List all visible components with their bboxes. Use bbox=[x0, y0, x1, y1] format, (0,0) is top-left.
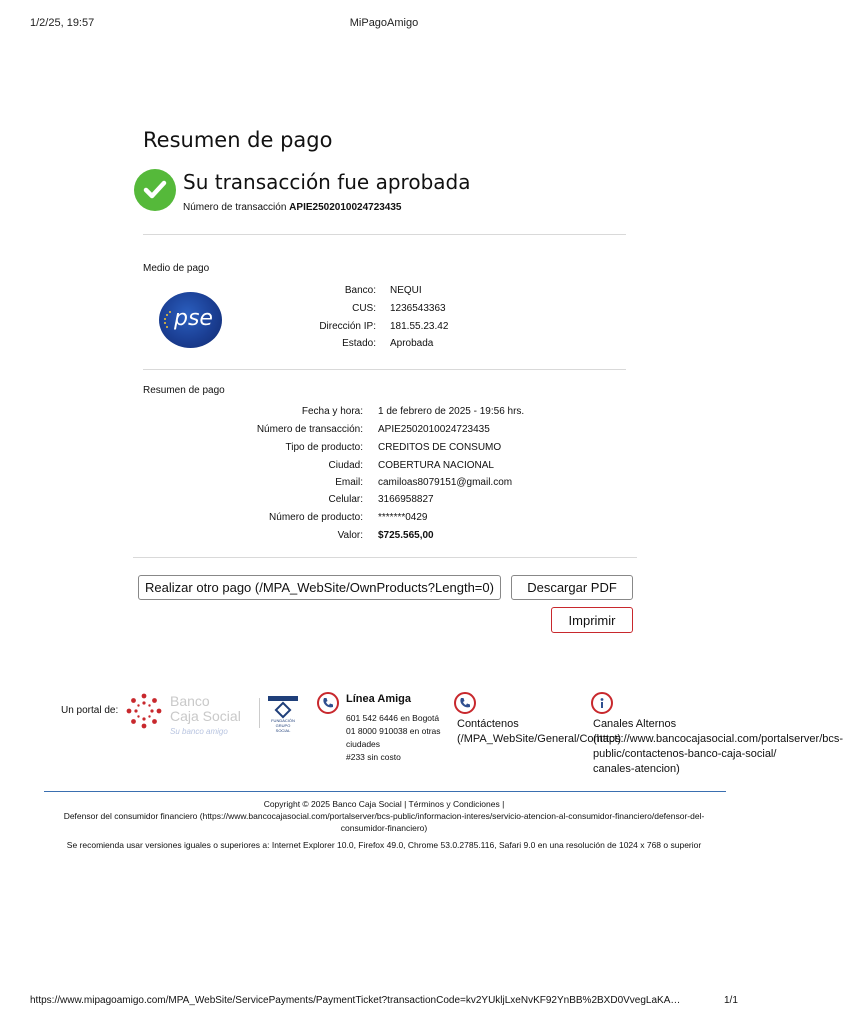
print-page-number: 1/1 bbox=[724, 995, 738, 1006]
summary-value-product-number: *******0429 bbox=[378, 512, 428, 523]
summary-label-product-number: Número de producto: bbox=[269, 512, 363, 523]
payment-method-title: Medio de pago bbox=[143, 263, 210, 274]
pm-label-status: Estado: bbox=[342, 338, 376, 349]
linea-amiga-title: Línea Amiga bbox=[346, 693, 411, 705]
defensor-line-1: Defensor del consumidor financiero (https://www.bancocajasocial.com/portalserver/bcs-public/informacion-interes/servicio-atencion-al-consumidor-financiero/defensor-del- bbox=[63, 811, 705, 821]
summary-label-date: Fecha y hora: bbox=[301, 406, 363, 417]
check-circle-icon bbox=[134, 169, 176, 211]
summary-label-phone: Celular: bbox=[328, 494, 363, 505]
linea-amiga-details bbox=[346, 712, 441, 764]
logo-divider bbox=[259, 698, 260, 728]
other-payment-button[interactable]: Realizar otro pago (/MPA_WebSite/OwnProducts?Length=0) bbox=[138, 575, 501, 600]
summary-label-product-type: Tipo de producto: bbox=[285, 442, 363, 453]
bank-name bbox=[170, 694, 241, 724]
summary-value-tx: APIE2502010024723435 bbox=[378, 424, 490, 435]
summary-label-city: Ciudad: bbox=[328, 460, 363, 471]
summary-title: Resumen de pago bbox=[143, 385, 225, 396]
browser-recommendation: Se recomienda usar versiones iguales o superiores a: Internet Explorer 10.0, Firefox 49.0, Chrome 53.0.2785.116, Safari 9.0 en una resolución de 1024 x 768 o superior bbox=[66, 840, 702, 850]
pm-label-ip: Dirección IP: bbox=[319, 321, 376, 332]
defensor-link[interactable] bbox=[50, 810, 718, 834]
pm-value-status: Aprobada bbox=[390, 338, 434, 349]
divider bbox=[143, 369, 626, 370]
download-pdf-button[interactable]: Descargar PDF bbox=[511, 575, 633, 600]
transaction-label: Número de transacción bbox=[183, 202, 287, 213]
linea-amiga-line-1: 601 542 6446 en Bogotá bbox=[346, 713, 440, 723]
fundacion-text-1: FUNDACIÓN bbox=[271, 718, 295, 723]
divider bbox=[133, 557, 637, 558]
transaction-value: APIE2502010024723435 bbox=[289, 202, 402, 213]
fundacion-logo-bar bbox=[268, 696, 298, 701]
divider bbox=[143, 234, 626, 235]
status-message: Su transacción fue aprobada bbox=[183, 170, 471, 194]
print-title: MiPagoAmigo bbox=[349, 17, 419, 29]
bank-logo-icon bbox=[125, 692, 163, 730]
info-icon[interactable] bbox=[591, 692, 613, 714]
copyright-line: Copyright © 2025 Banco Caja Social | Términos y Condiciones | bbox=[263, 799, 505, 809]
pm-label-bank: Banco: bbox=[344, 285, 376, 296]
summary-value-product-type: CREDITOS DE CONSUMO bbox=[378, 442, 502, 453]
fundacion-text-2: GRUPO SOCIAL bbox=[275, 723, 291, 733]
summary-value-phone: 3166958827 bbox=[378, 494, 434, 505]
fundacion-text bbox=[268, 718, 298, 733]
linea-amiga-line-2: 01 8000 910038 en otras bbox=[346, 726, 441, 736]
canales-alternos-link[interactable] bbox=[593, 717, 843, 777]
contact-icon[interactable] bbox=[454, 692, 476, 714]
summary-value-city: COBERTURA NACIONAL bbox=[378, 460, 494, 471]
summary-value-amount: $725.565,00 bbox=[378, 530, 434, 541]
canales-line-3: public/contactenos-banco-caja-social/ bbox=[593, 748, 777, 760]
summary-value-date: 1 de febrero de 2025 - 19:56 hrs. bbox=[378, 406, 525, 417]
footer-divider bbox=[44, 791, 726, 792]
print-url: https://www.mipagoamigo.com/MPA_WebSite/ServicePayments/PaymentTicket?transactionCode=kv2YUkljLxeNvKF92YnBB%2BXD0VvegLaKA… bbox=[30, 995, 681, 1006]
bank-name-line-1: Banco bbox=[170, 693, 210, 709]
print-date: 1/2/25, 19:57 bbox=[30, 17, 95, 29]
phone-icon bbox=[317, 692, 339, 714]
summary-label-amount: Valor: bbox=[337, 530, 363, 541]
pse-logo bbox=[159, 292, 222, 348]
contactenos-line-2: (/MPA_WebSite/General/Contact) bbox=[457, 733, 622, 745]
fundacion-logo bbox=[268, 696, 298, 733]
print-button[interactable]: Imprimir bbox=[551, 607, 633, 633]
summary-label-tx: Número de transacción: bbox=[256, 424, 363, 435]
fundacion-emblem-icon bbox=[276, 703, 290, 717]
canales-line-1: Canales Alternos bbox=[593, 718, 677, 730]
defensor-line-2: consumidor-financiero) bbox=[340, 823, 428, 833]
bank-name-line-2: Caja Social bbox=[170, 708, 241, 724]
linea-amiga-line-4: #233 sin costo bbox=[346, 752, 401, 762]
pm-value-ip: 181.55.23.42 bbox=[390, 321, 449, 332]
summary-value-email: camiloas8079151@gmail.com bbox=[378, 477, 513, 488]
transaction-number-line bbox=[183, 202, 402, 213]
canales-line-4: canales-atencion) bbox=[593, 763, 680, 775]
canales-line-2: (https://www.bancocajasocial.com/portalserver/bcs- bbox=[593, 733, 843, 745]
bank-tagline: Su banco amigo bbox=[170, 727, 228, 736]
pm-label-cus: CUS: bbox=[352, 303, 376, 314]
pm-value-cus: 1236543363 bbox=[390, 303, 446, 314]
page-title: Resumen de pago bbox=[143, 128, 333, 152]
portal-label: Un portal de: bbox=[61, 705, 119, 716]
pm-value-bank: NEQUI bbox=[390, 285, 422, 296]
pse-logo-text: pse bbox=[174, 306, 213, 331]
linea-amiga-line-3: ciudades bbox=[346, 739, 381, 749]
summary-label-email: Email: bbox=[335, 477, 363, 488]
contactenos-line-1: Contáctenos bbox=[457, 718, 519, 730]
